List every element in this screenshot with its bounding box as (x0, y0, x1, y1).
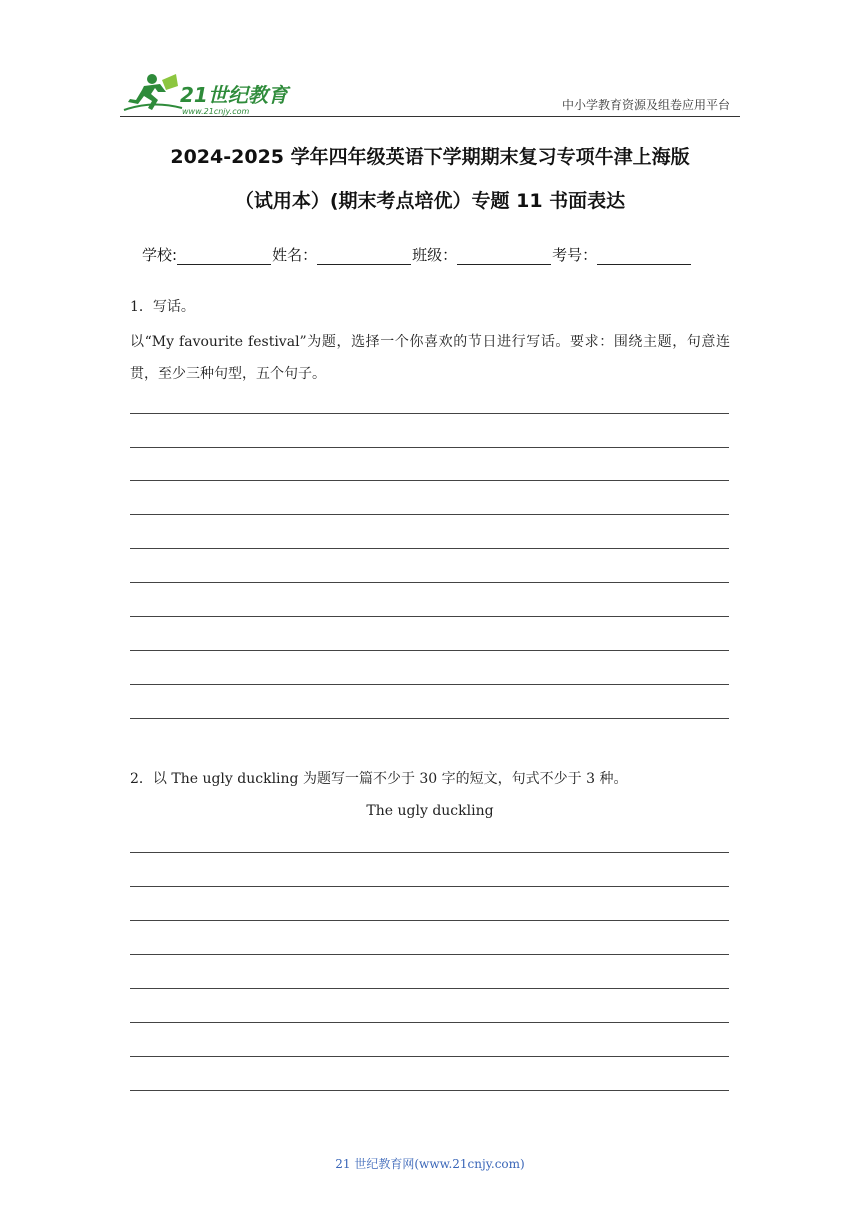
question-1-prompt: 以“My favourite festival”为题，选择一个你喜欢的节日进行写话。要求：围绕主题，句意连贯，至少三种句型，五个句子。 (130, 334, 730, 382)
site-logo (122, 70, 292, 118)
name-field[interactable] (272, 244, 412, 265)
answer-line[interactable] (130, 852, 729, 853)
answer-line[interactable] (130, 1022, 729, 1023)
school-label: 学校: (142, 246, 178, 264)
answer-line[interactable] (130, 548, 729, 549)
answer-line[interactable] (130, 886, 729, 887)
class-label: 班级： (412, 246, 458, 264)
page-title-line1: 2024-2025 学年四年级英语下学期期末复习专项牛津上海版 (170, 146, 690, 168)
answer-line[interactable] (130, 684, 729, 685)
answer-line[interactable] (130, 413, 729, 414)
number-blank[interactable] (597, 247, 691, 265)
name-label: 姓名： (272, 246, 318, 264)
question-2-subtitle: The ugly duckling (366, 803, 494, 819)
answer-line[interactable] (130, 920, 729, 921)
number-field[interactable] (552, 244, 692, 265)
answer-line[interactable] (130, 447, 729, 448)
question-1-number: 1．写话。 (130, 299, 195, 315)
answer-line[interactable] (130, 988, 729, 989)
answer-line[interactable] (130, 514, 729, 515)
answer-line[interactable] (130, 480, 729, 481)
logo-text: 21世纪教育 (180, 83, 288, 107)
number-label: 考号： (552, 246, 598, 264)
answer-line[interactable] (130, 582, 729, 583)
page-title-line2: （试用本）(期末考点培优）专题 11 书面表达 (234, 190, 626, 212)
school-blank[interactable] (177, 247, 271, 265)
header-divider (120, 116, 740, 117)
student-info-row (142, 244, 692, 265)
answer-line[interactable] (130, 954, 729, 955)
school-field[interactable] (142, 244, 272, 265)
name-blank[interactable] (317, 247, 411, 265)
answer-line[interactable] (130, 650, 729, 651)
answer-line[interactable] (130, 616, 729, 617)
logo-graphic (122, 70, 292, 118)
answer-line[interactable] (130, 1056, 729, 1057)
answer-line[interactable] (130, 1090, 729, 1091)
class-blank[interactable] (457, 247, 551, 265)
page-footer: 21 世纪教育网(www.21cnjy.com) (335, 1157, 525, 1171)
answer-line[interactable] (130, 718, 729, 719)
class-field[interactable] (412, 244, 552, 265)
platform-label: 中小学教育资源及组卷应用平台 (561, 98, 730, 112)
question-2-prompt: 2．以 The ugly duckling 为题写一篇不少于 30 字的短文，句式不少于 3 种。 (130, 771, 628, 787)
logo-url: www.21cnjy.com (182, 107, 250, 116)
